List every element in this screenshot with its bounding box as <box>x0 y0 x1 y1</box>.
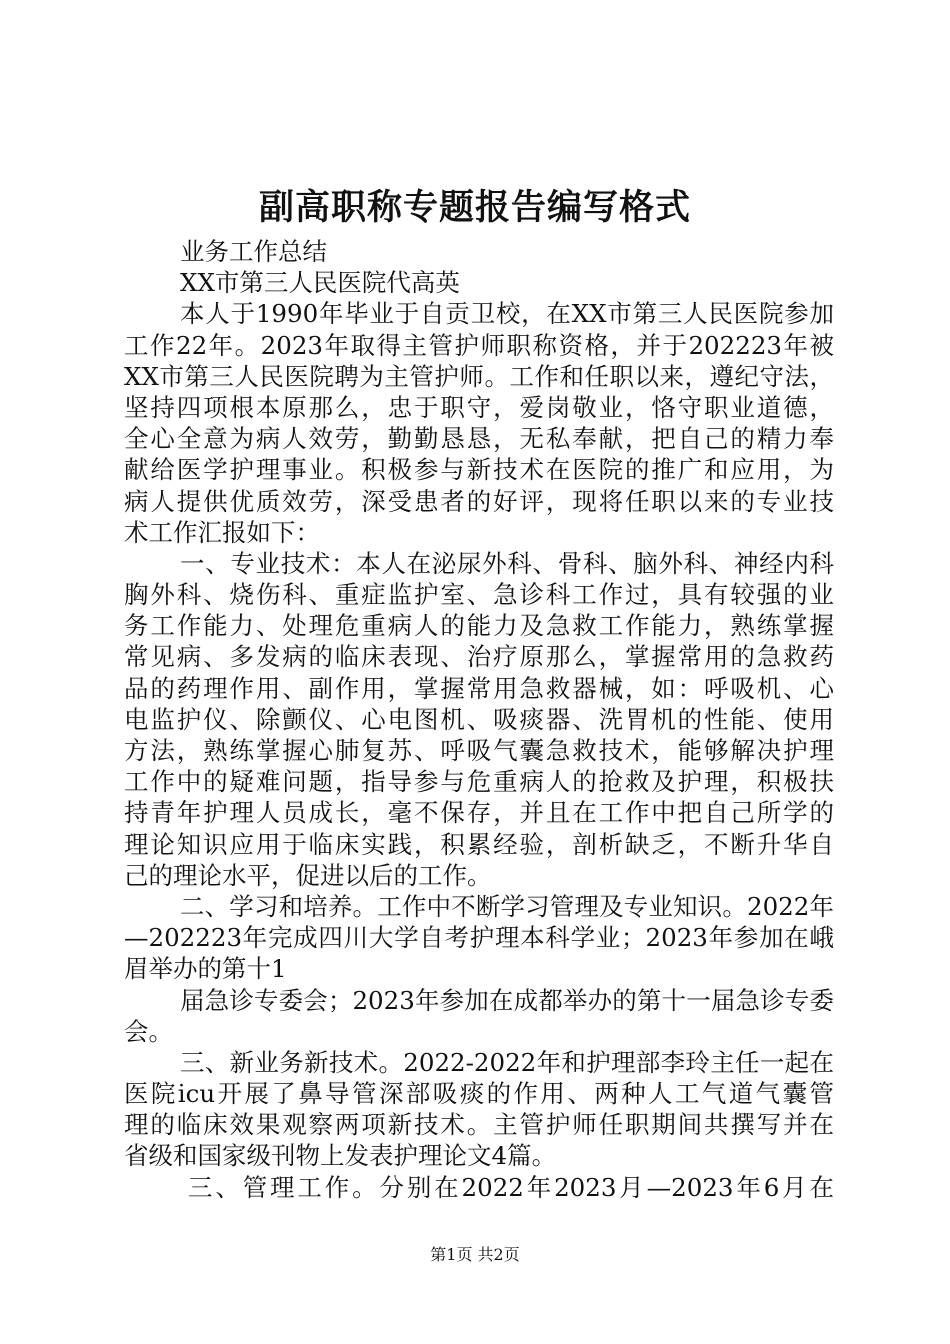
text-line: 本人于1990年毕业于自贡卫校，在XX市第三人民医院参加 <box>180 299 834 329</box>
document-title: 副高职称专题报告编写格式 <box>258 187 691 228</box>
text-line: 三、管理工作。分别在2022年2023月—2023年6月在 <box>188 1172 834 1202</box>
text-line: 己的理论水平，促进以后的工作。 <box>124 860 492 890</box>
text-line: 胸外科、烧伤科、重症监护室、急诊科工作过，具有较强的业 <box>124 580 834 610</box>
text-line: 省级和国家级刊物上发表护理论文4篇。 <box>124 1141 557 1171</box>
text-line: 届急诊专委会；2023年参加在成都举办的第十一届急诊专委 <box>180 985 834 1015</box>
text-line: 术工作汇报如下： <box>124 517 320 547</box>
text-line: 坚持四项根本原那么，忠于职守，爱岗敬业，恪守职业道德， <box>124 392 834 422</box>
text-line: —202223年完成四川大学自考护理本科学业；2023年参加在峨 <box>124 923 834 953</box>
text-line: XX市第三人民医院聘为主管护师。工作和任职以来，遵纪守法， <box>124 361 834 391</box>
text-line: 眉举办的第十1 <box>124 954 287 984</box>
text-line: 医院icu开展了鼻导管深部吸痰的作用、两种人工气道气囊管 <box>124 1079 834 1109</box>
text-line: 业务工作总结 <box>180 237 327 266</box>
text-line: XX市第三人民医院代高英 <box>180 268 460 298</box>
text-line: 一、专业技术：本人在泌尿外科、骨科、脑外科、神经内科 <box>180 548 834 578</box>
text-line: 理论知识应用于临床实践，积累经验，剖析缺乏，不断升华自 <box>124 829 834 859</box>
text-line: 病人提供优质效劳，深受患者的好评，现将任职以来的专业技 <box>124 486 834 516</box>
document-body <box>124 236 834 1203</box>
text-line: 工作中的疑难问题，指导参与危重病人的抢救及护理，积极扶 <box>124 767 834 797</box>
text-line: 工作22年。2023年取得主管护师职称资格，并于202223年被 <box>124 330 834 360</box>
text-line: 二、学习和培养。工作中不断学习管理及专业知识。2022年 <box>180 891 834 921</box>
text-line: 持青年护理人员成长，毫不保存，并且在工作中把自己所学的 <box>124 798 834 828</box>
text-line: 品的药理作用、副作用，掌握常用急救器械，如：呼吸机、心 <box>124 673 834 703</box>
text-line: 电监护仪、除颤仪、心电图机、吸痰器、洗胃机的性能、使用 <box>124 704 834 734</box>
text-line: 献给医学护理事业。积极参与新技术在医院的推广和应用，为 <box>124 455 834 485</box>
text-line: 务工作能力、处理危重病人的能力及急救工作能力，熟练掌握 <box>124 611 834 641</box>
text-line: 方法，熟练掌握心肺复苏、呼吸气囊急救技术，能够解决护理 <box>124 736 834 765</box>
page-number-footer: 第1页 共2页 <box>430 1245 520 1264</box>
text-line: 三、新业务新技术。2022-2022年和护理部李玲主任一起在 <box>180 1047 834 1077</box>
text-line: 全心全意为病人效劳，勤勤恳恳，无私奉献，把自己的精力奉 <box>124 424 834 454</box>
text-line: 理的临床效果观察两项新技术。主管护师任职期间共撰写并在 <box>124 1110 834 1140</box>
text-line: 常见病、多发病的临床表现、治疗原那么，掌握常用的急救药 <box>124 642 834 672</box>
text-line: 会。 <box>124 1016 173 1046</box>
